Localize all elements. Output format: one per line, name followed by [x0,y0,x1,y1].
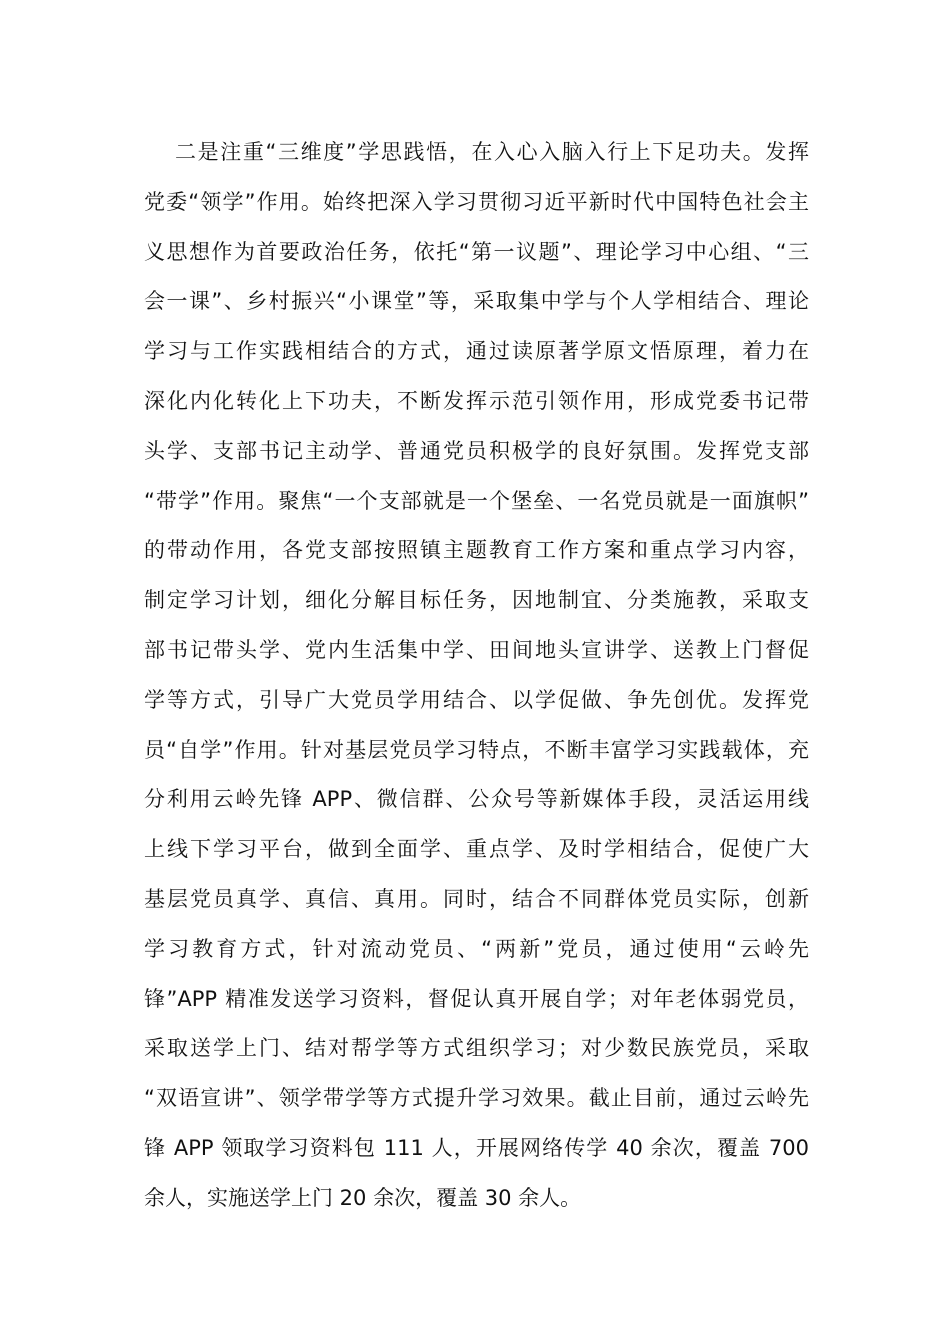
paragraph-line: 会一课”、乡村振兴“小课堂”等，采取集中学与个人学相结合、理论 [144,289,809,314]
paragraph-line: 采取送学上门、结对帮学等方式组织学习；对少数民族党员，采取 [144,1036,809,1061]
paragraph-line: 上线下学习平台，做到全面学、重点学、及时学相结合，促使广大 [144,837,809,862]
paragraph-line: “带学”作用。聚焦“一个支部就是一个堡垒、一名党员就是一面旗帜” [144,488,809,513]
paragraph-line: 员“自学”作用。针对基层党员学习特点，不断丰富学习实践载体，充 [144,737,809,762]
paragraph-line: 的带动作用，各党支部按照镇主题教育工作方案和重点学习内容， [144,538,809,563]
body-paragraph [144,128,809,1224]
paragraph-line: 义思想作为首要政治任务，依托“第一议题”、理论学习中心组、“三 [144,239,809,264]
paragraph-line: “双语宣讲”、领学带学等方式提升学习效果。截止目前，通过云岭先 [144,1086,809,1111]
paragraph-line: 二是注重“三维度”学思践悟，在入心入脑入行上下足功夫。发挥 [175,140,809,164]
paragraph-line: 头学、支部书记主动学、普通党员积极学的良好氛围。发挥党支部 [144,438,809,463]
paragraph-line: 学习教育方式，针对流动党员、“两新”党员，通过使用“云岭先 [144,936,809,961]
paragraph-line: 分利用云岭先锋 APP、微信群、公众号等新媒体手段，灵活运用线 [144,787,809,812]
paragraph-line: 深化内化转化上下功夫，不断发挥示范引领作用，形成党委书记带 [144,388,809,413]
paragraph-line: 党委“领学”作用。始终把深入学习贯彻习近平新时代中国特色社会主 [144,189,809,214]
paragraph-line: 锋”APP 精准发送学习资料，督促认真开展自学；对年老体弱党员， [144,986,809,1011]
paragraph-line: 制定学习计划，细化分解目标任务，因地制宜、分类施教，采取支 [144,588,809,613]
paragraph-line: 基层党员真学、真信、真用。同时，结合不同群体党员实际，创新 [144,886,809,911]
paragraph-line: 锋 APP 领取学习资料包 111 人，开展网络传学 40 余次，覆盖 700 [144,1135,809,1160]
paragraph-line: 部书记带头学、党内生活集中学、田间地头宣讲学、送教上门督促 [144,637,809,662]
paragraph-line: 学习与工作实践相结合的方式，通过读原著学原文悟原理，着力在 [144,339,809,364]
paragraph-line: 学等方式，引导广大党员学用结合、以学促做、争先创优。发挥党 [144,687,809,712]
paragraph-line: 余人，实施送学上门 20 余次，覆盖 30 余人。 [144,1185,582,1210]
